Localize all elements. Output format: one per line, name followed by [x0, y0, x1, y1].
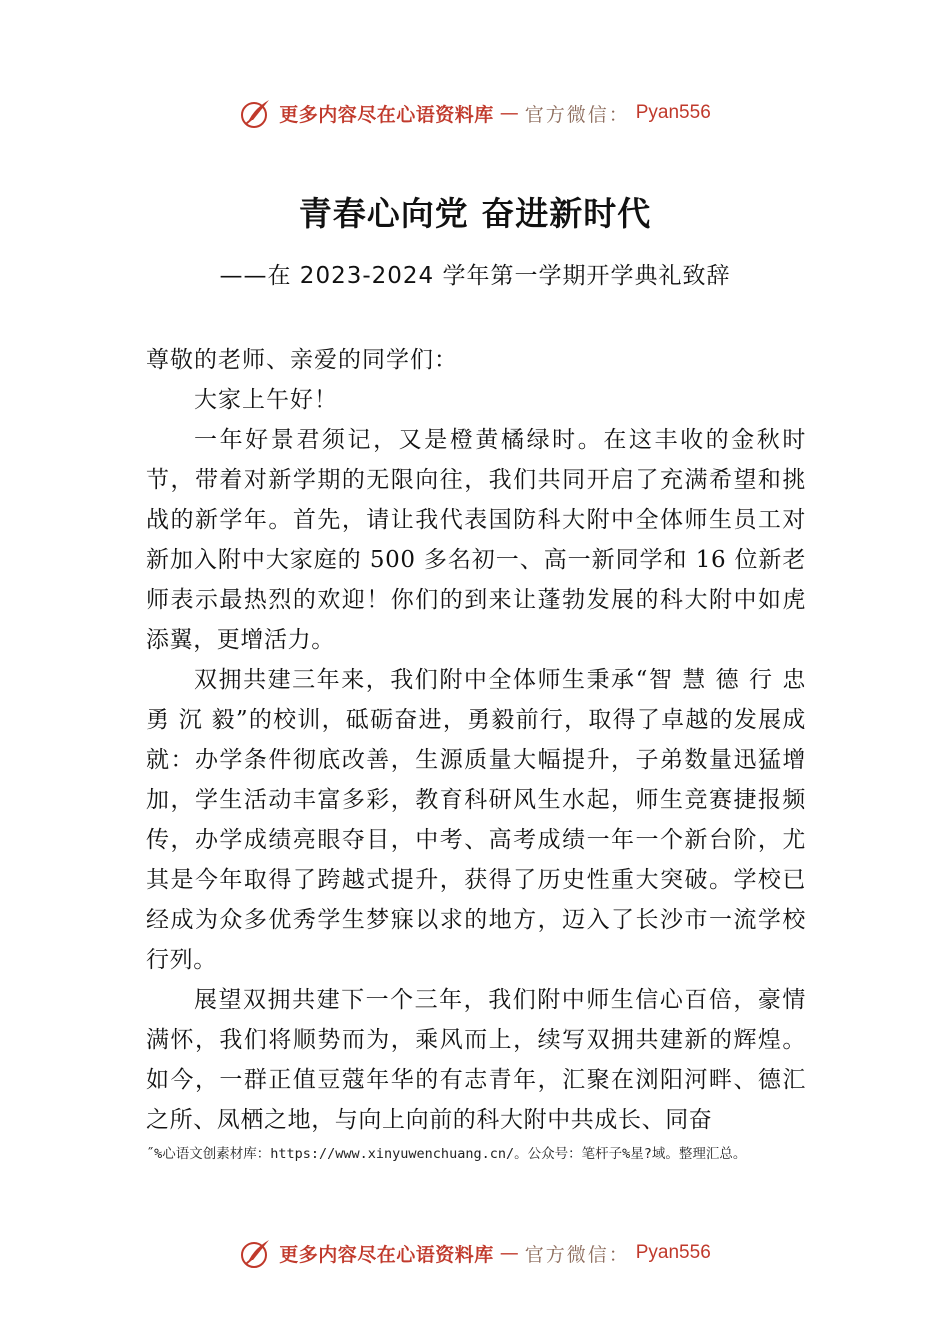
- header-banner: [0, 96, 950, 130]
- banner-separator: —: [499, 102, 519, 124]
- banner-wechat-label: 官方微信：: [524, 103, 630, 126]
- footer-source-note: ˝%心语文创素材库：https://www.xinyuwenchuang.cn/。公众号：笔杆子%星?域。整理汇总。: [146, 1146, 747, 1162]
- body-paragraph: 展望双拥共建下一个三年，我们附中师生信心百倍，豪情满怀，我们将顺势而为，乘风而上，续写双拥共建新的辉煌。如今，一群正值豆蔻年华的有志青年，汇聚在浏阳河畔、德汇之所、凤栖之地，与向上向前的科大附中共成长、同奋: [146, 987, 806, 1133]
- quill-logo-icon: [239, 1236, 273, 1270]
- banner-brand-text: 更多内容尽在心语资料库: [279, 1243, 494, 1266]
- greeting: 大家上午好！: [194, 387, 338, 413]
- banner-separator: —: [499, 1242, 519, 1264]
- footer-banner: [0, 1236, 950, 1270]
- banner-wechat-id: Pyan556: [635, 1242, 711, 1263]
- document-subtitle: ——在 2023-2024 学年第一学期开学典礼致辞: [219, 263, 731, 289]
- body-paragraph: 双拥共建三年来，我们附中全体师生秉承“智 慧 德 行 忠 勇 沉 毅”的校训，砥砺奋进，勇毅前行，取得了卓越的发展成就：办学条件彻底改善，生源质量大幅提升，子弟数量迅猛增加，学生活动丰富多彩，教育科研风生水起，师生竞赛捷报频传，办学成绩亮眼夺目，中考、高考成绩一年一个新台阶，尤其是今年取得了跨越式提升，获得了历史性重大突破。学校已经成为众多优秀学生梦寐以求的地方，迈入了长沙市一流学校行列。: [146, 667, 806, 973]
- salutation: 尊敬的老师、亲爱的同学们：: [146, 347, 458, 373]
- body-paragraph: 一年好景君须记，又是橙黄橘绿时。在这丰收的金秋时节，带着对新学期的无限向往，我们共同开启了充满希望和挑战的新学年。首先，请让我代表国防科大附中全体师生员工对新加入附中大家庭的 500 多名初一、高一新同学和 16 位新老师表示最热烈的欢迎！你们的到来让蓬勃发展的科大附中如虎添翼，更增活力。: [146, 427, 806, 653]
- banner-wechat-id: Pyan556: [635, 102, 711, 123]
- quill-logo-icon: [239, 96, 273, 130]
- banner-wechat-label: 官方微信：: [524, 1243, 630, 1266]
- banner-brand-text: 更多内容尽在心语资料库: [279, 103, 494, 126]
- document-body: [146, 340, 806, 1140]
- document-title: 青春心向党 奋进新时代: [298, 194, 652, 233]
